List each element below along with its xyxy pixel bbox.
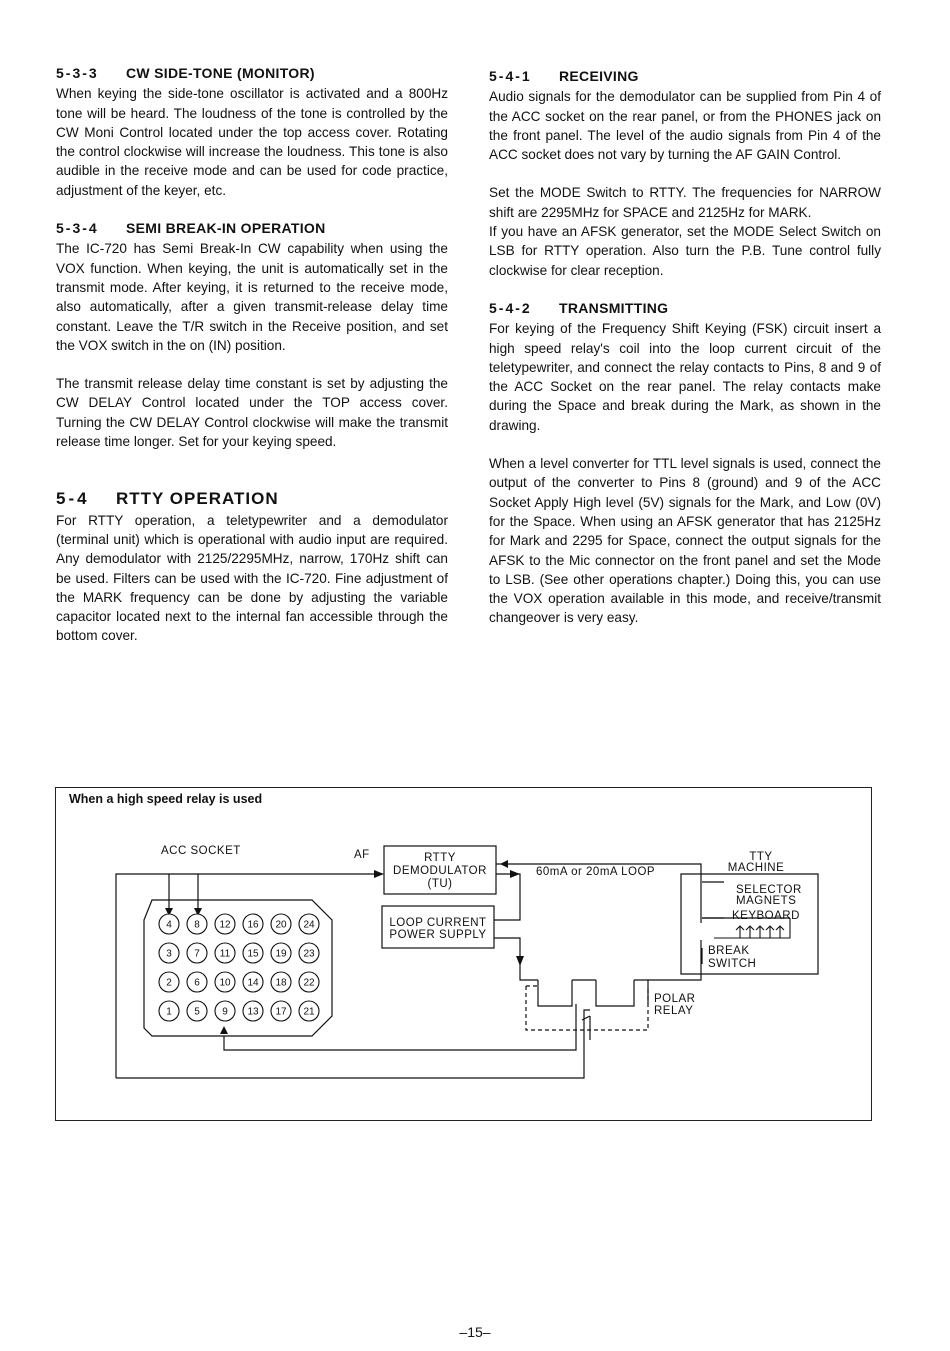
receiving-paragraph-2: Set the MODE Switch to RTTY. The frequencies for NARROW shift are 2295MHz for SPACE and 2125Hz for MARK. xyxy=(489,185,881,220)
socket-pin-label: 12 xyxy=(219,919,231,931)
socket-pin-label: 21 xyxy=(303,1006,315,1018)
socket-pin-label: 23 xyxy=(303,948,315,960)
pin9-arrow xyxy=(220,1026,228,1034)
lcps-label-1: LOOP CURRENT xyxy=(389,917,487,929)
socket-pin-label: 17 xyxy=(275,1006,287,1018)
polar-relay-link xyxy=(572,980,648,1004)
socket-pin-label: 15 xyxy=(247,948,259,960)
socket-pin-label: 22 xyxy=(303,977,315,989)
socket-pin-label: 9 xyxy=(222,1006,228,1018)
section-title: CW SIDE-TONE (MONITOR) xyxy=(126,65,315,81)
lcps-label-2: POWER SUPPLY xyxy=(389,929,487,941)
receiving-paragraph-1: Audio signals for the demodulator can be supplied from Pin 4 of the ACC socket on the rear panel, or from the PHONES jack on the front panel. The level of the audio signals from Pin 4 of the ACC socket does not vary by turning the AF GAIN Control. xyxy=(489,89,881,163)
section-number: 5-4 xyxy=(56,489,90,509)
wire-lcps-down xyxy=(494,938,520,956)
lcps-arrow-down xyxy=(516,956,524,966)
section-title: RTTY OPERATION xyxy=(116,489,279,509)
socket-pin-label: 18 xyxy=(275,977,287,989)
rtty-operation-paragraph: For RTTY operation, a teletypewriter and a demodulator (terminal unit) which is operational with audio input are required. Any demodulator with 2125/2295MHz, narrow, 170Hz shift can be used. Filters can be used with the IC-720. Fine adjustment of the MARK frequency can be done by adjusting the variable capacitor located next to the internal fan accessible through the bottom cover. xyxy=(56,512,448,644)
polar-relay-dashed xyxy=(526,986,648,1030)
section-heading-542 xyxy=(489,299,881,318)
semi-break-in-paragraph-2: The transmit release delay time constant is set by adjusting the CW DELAY Control located under the TOP access cover. Turning the CW DELAY Control clockwise will make the transmit release time longer. Set for your keying speed. xyxy=(56,376,448,450)
socket-pin-label: 16 xyxy=(247,919,259,931)
tty-label-2: MACHINE xyxy=(727,862,785,874)
rtty-label-3: (TU) xyxy=(427,878,453,890)
wire-relay-tty xyxy=(648,966,701,980)
section-number: 5-4-1 xyxy=(489,68,532,84)
tty-label-1: TTY xyxy=(749,851,773,863)
acc-socket-pins xyxy=(159,914,319,1021)
break-label-1: BREAK xyxy=(708,945,750,957)
section-number: 5-3-3 xyxy=(56,65,99,81)
socket-pin-label: 14 xyxy=(247,977,259,989)
right-column xyxy=(489,67,881,628)
socket-pin-label: 4 xyxy=(166,919,172,931)
diagram-title: When a high speed relay is used xyxy=(69,792,263,806)
socket-pin-label: 13 xyxy=(247,1006,259,1018)
polar-relay-coils xyxy=(538,980,634,1006)
wiring-diagram xyxy=(55,787,872,1121)
transmitting-paragraph-1: For keying of the Frequency Shift Keying (FSK) circuit insert a high speed relay's coil into the loop current circuit of the teletypewriter, and connect the relay contacts to Pins, 8 and 9 of the ACC Socket on the rear panel. The relay contacts make during the Space and break during the Mark, as shown in the drawing. xyxy=(489,321,881,433)
section-title: TRANSMITTING xyxy=(559,299,669,316)
selector-coil xyxy=(702,882,724,918)
af-arrow xyxy=(374,870,384,878)
rtty-label-2: DEMODULATOR xyxy=(393,865,487,877)
receiving-paragraph-3: If you have an AFSK generator, set the MODE Select Switch on LSB for RTTY operation. Also turn the P.B. Tune control fully clockwise for clear reception. xyxy=(489,224,881,278)
break-label-2: SWITCH xyxy=(708,958,757,970)
af-label: AF xyxy=(354,849,370,861)
semi-break-in-paragraph-1: The IC-720 has Semi Break-In CW capability when using the VOX function. When keying, the unit is automatically set in the transmit mode. After keying, it is returned to the receive mode, also automatically, after a given transmit-release delay time constant. Leave the T/R switch in the Receive position, and set the VOX switch in the on (IN) position. xyxy=(56,241,448,353)
polar-relay-contact xyxy=(582,1016,590,1040)
transmitting-paragraph-2: When a level converter for TTL level signals is used, connect the output of the converter to Pins 8 (ground) and 9 of the ACC Socket Apply High level (5V) signals for the Mark, and Low (0V) for the Space. When using an AFSK generator that has 2125Hz for Mark and 2295 for Space, connect the output signals for the AFSK to the Mic connector on the front panel and set the Mode to LSB. (See other operations chapter.) Doing this, you can use the VOX operation available in this mode, and receive/transmit changeover is very easy. xyxy=(489,456,881,626)
socket-pin-label: 10 xyxy=(219,977,231,989)
loop-label: 60mA or 20mA LOOP xyxy=(536,866,656,878)
acc-socket-label: ACC SOCKET xyxy=(161,845,241,857)
section-heading-533 xyxy=(56,64,448,83)
socket-pin-label: 20 xyxy=(275,919,287,931)
demod-arrow-out xyxy=(510,870,520,878)
page-number: –15– xyxy=(459,1324,491,1340)
section-heading-541 xyxy=(489,67,881,86)
socket-pin-label: 19 xyxy=(275,948,287,960)
polar-label-2: RELAY xyxy=(654,1005,694,1017)
section-title: SEMI BREAK-IN OPERATION xyxy=(126,220,326,237)
polar-label-1: POLAR xyxy=(654,993,696,1005)
wire-to-relay xyxy=(520,956,538,980)
keyboard-label: KEYBOARD xyxy=(732,910,800,922)
socket-pin-label: 5 xyxy=(194,1006,200,1018)
selector-label-1: SELECTOR xyxy=(736,884,802,896)
socket-pin-label: 6 xyxy=(194,977,200,989)
section-heading-534 xyxy=(56,219,448,238)
wire-bottom-outer xyxy=(116,1010,590,1078)
socket-pin-label: 24 xyxy=(303,919,315,931)
selector-label-2: MAGNETS xyxy=(736,895,797,907)
socket-pin-label: 3 xyxy=(166,948,172,960)
section-heading-54 xyxy=(56,489,448,508)
socket-pin-label: 7 xyxy=(194,948,200,960)
loop-arrow-in xyxy=(500,860,508,868)
wire-demod-down xyxy=(494,874,520,920)
socket-pin-label: 8 xyxy=(194,919,200,931)
left-column xyxy=(56,64,448,646)
section-title: RECEIVING xyxy=(559,68,639,84)
rtty-label-1: RTTY xyxy=(424,852,456,864)
section-number: 5-3-4 xyxy=(56,220,99,237)
diagram-drawing xyxy=(56,788,871,1120)
wire-socket-loop xyxy=(116,874,198,1078)
socket-pin-label: 1 xyxy=(166,1006,172,1018)
cw-sidetone-paragraph: When keying the side-tone oscillator is activated and a 800Hz tone will be heard. The loudness of the tone is controlled by the CW Moni Control located under the top access cover. Rotating the control clockwise will increase the loudness. This tone is also audible in the receive mode and can be used for code practice, adjustment of the keyer, etc. xyxy=(56,86,448,198)
section-number: 5-4-2 xyxy=(489,299,532,316)
socket-pin-label: 11 xyxy=(219,948,231,960)
socket-pin-label: 2 xyxy=(166,977,172,989)
